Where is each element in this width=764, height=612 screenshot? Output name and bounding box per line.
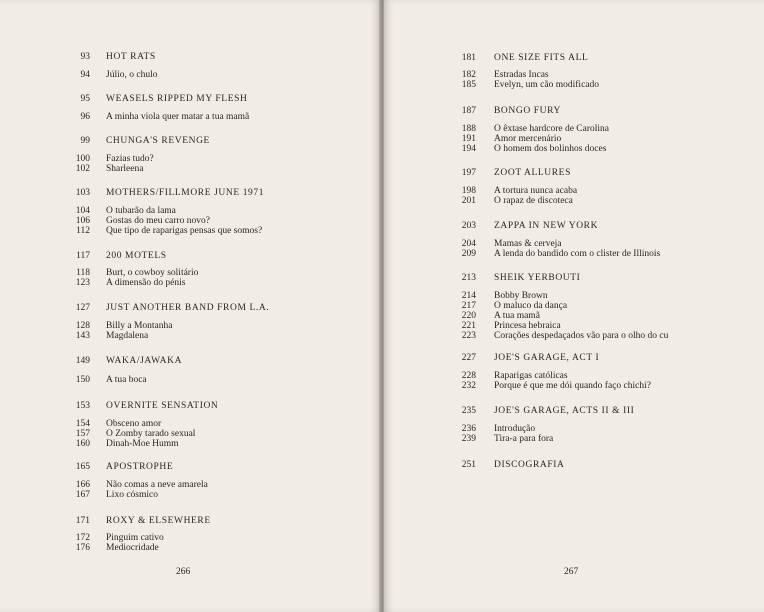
chapter-title: A minha viola quer matar a tua mamã bbox=[106, 112, 250, 122]
album-title: BONGO FURY bbox=[494, 106, 561, 116]
album-title: ZOOT ALLURES bbox=[494, 168, 571, 178]
toc-heading bbox=[384, 221, 764, 231]
page-number: 149 bbox=[75, 356, 90, 366]
toc-entry bbox=[0, 375, 380, 385]
page-number: 103 bbox=[75, 188, 90, 198]
toc-section bbox=[384, 353, 764, 363]
album-title: DISCOGRAFIA bbox=[494, 460, 565, 470]
page-number: 167 bbox=[75, 490, 90, 500]
toc-entry bbox=[0, 429, 380, 439]
toc-heading bbox=[384, 406, 764, 416]
toc-section bbox=[384, 239, 764, 259]
page-number: 112 bbox=[76, 226, 90, 236]
toc-heading bbox=[384, 53, 764, 63]
toc-entry bbox=[0, 278, 380, 288]
toc-entry bbox=[384, 424, 764, 434]
toc-section bbox=[0, 70, 380, 80]
page-number: 221 bbox=[461, 321, 476, 331]
page-number: 197 bbox=[461, 168, 476, 178]
page-number: 100 bbox=[75, 154, 90, 164]
toc-entry bbox=[384, 196, 764, 206]
chapter-title: Billy a Montanha bbox=[106, 321, 173, 331]
page-number: 150 bbox=[75, 375, 90, 385]
chapter-title: A dimensão do pénis bbox=[106, 278, 186, 288]
chapter-title: O maluco da dança bbox=[494, 301, 568, 311]
album-title: SHEIK YERBOUTI bbox=[494, 273, 581, 283]
chapter-title: Que tipo de raparigas pensas que somos? bbox=[106, 226, 263, 236]
toc-section bbox=[384, 406, 764, 416]
album-title: ROXY & ELSEWHERE bbox=[106, 516, 211, 526]
toc-section bbox=[384, 460, 764, 470]
chapter-title: A tua boca bbox=[106, 375, 147, 385]
toc-entry bbox=[384, 331, 764, 341]
toc-entry bbox=[0, 154, 380, 164]
toc-section bbox=[384, 221, 764, 231]
chapter-title: Obsceno amor bbox=[106, 419, 162, 429]
chapter-title: O êxtase hardcore de Carolina bbox=[494, 124, 610, 134]
toc-section bbox=[384, 273, 764, 283]
page-number: 236 bbox=[461, 424, 476, 434]
toc-section bbox=[0, 136, 380, 146]
toc-entry bbox=[384, 70, 764, 80]
toc-section bbox=[0, 268, 380, 288]
page-number: 99 bbox=[80, 136, 90, 146]
chapter-title: A lenda do bandido com o clister de Illinois bbox=[494, 249, 661, 259]
toc-entry bbox=[384, 291, 764, 301]
toc-entry bbox=[0, 439, 380, 449]
page-number: 201 bbox=[461, 196, 476, 206]
chapter-title: Não comas a neve amarela bbox=[106, 480, 208, 490]
page-number: 160 bbox=[75, 439, 90, 449]
chapter-title: O Zomby tarado sexual bbox=[106, 429, 196, 439]
toc-heading bbox=[384, 106, 764, 116]
toc-section bbox=[384, 168, 764, 178]
page-number: 128 bbox=[75, 321, 90, 331]
page-number: 239 bbox=[461, 434, 476, 444]
toc-entry bbox=[384, 134, 764, 144]
page-number: 154 bbox=[75, 419, 90, 429]
toc-entry bbox=[384, 321, 764, 331]
toc-section bbox=[384, 424, 764, 444]
toc-heading bbox=[0, 303, 380, 313]
page-number: 232 bbox=[461, 381, 476, 391]
right-page bbox=[384, 0, 764, 612]
toc-section bbox=[0, 480, 380, 500]
chapter-title: Mediocridade bbox=[106, 543, 159, 553]
toc-entry bbox=[384, 311, 764, 321]
chapter-title: O homem dos bolinhos doces bbox=[494, 144, 607, 154]
toc-section bbox=[384, 124, 764, 154]
page-number: 172 bbox=[75, 533, 90, 543]
toc-heading bbox=[384, 353, 764, 363]
toc-entry bbox=[0, 206, 380, 216]
page-number: 214 bbox=[461, 291, 476, 301]
right-toc bbox=[384, 0, 764, 612]
page-number: 204 bbox=[461, 239, 476, 249]
toc-section bbox=[0, 188, 380, 198]
page-number: 127 bbox=[75, 303, 90, 313]
toc-section bbox=[0, 356, 380, 366]
toc-heading bbox=[0, 462, 380, 472]
chapter-title: Introdução bbox=[494, 424, 536, 434]
toc-entry bbox=[384, 249, 764, 259]
page-number: 185 bbox=[461, 80, 476, 90]
page-number: 104 bbox=[75, 206, 90, 216]
album-title: JOE'S GARAGE, ACT I bbox=[494, 353, 600, 363]
page-number: 176 bbox=[75, 543, 90, 553]
page-number: 227 bbox=[461, 353, 476, 363]
page-number: 165 bbox=[75, 462, 90, 472]
chapter-title: Sharleena bbox=[106, 164, 144, 174]
chapter-title: Amor mercenário bbox=[494, 134, 562, 144]
toc-entry bbox=[384, 434, 764, 444]
toc-section bbox=[0, 401, 380, 411]
toc-section bbox=[384, 186, 764, 206]
page-number: 102 bbox=[75, 164, 90, 174]
album-title: WAKA/JAWAKA bbox=[106, 356, 183, 366]
toc-heading bbox=[0, 356, 380, 366]
toc-heading bbox=[0, 251, 380, 261]
left-page bbox=[0, 0, 380, 612]
toc-section bbox=[384, 106, 764, 116]
album-title: 200 MOTELS bbox=[106, 251, 167, 261]
toc-section bbox=[0, 462, 380, 472]
toc-entry bbox=[0, 268, 380, 278]
page-number: 117 bbox=[76, 251, 90, 261]
page-number: 95 bbox=[80, 94, 90, 104]
page-number: 106 bbox=[75, 216, 90, 226]
toc-section bbox=[0, 303, 380, 313]
toc-entry bbox=[0, 226, 380, 236]
page-number: 188 bbox=[461, 124, 476, 134]
page-number: 166 bbox=[75, 480, 90, 490]
toc-section bbox=[0, 516, 380, 526]
chapter-title: Pinguim cativo bbox=[106, 533, 164, 543]
chapter-title: Burt, o cowboy solitário bbox=[106, 268, 199, 278]
toc-heading bbox=[0, 516, 380, 526]
page-number: 118 bbox=[76, 268, 90, 278]
chapter-title: O rapaz de discoteca bbox=[494, 196, 573, 206]
page-number: 228 bbox=[461, 371, 476, 381]
page-number: 153 bbox=[75, 401, 90, 411]
page-number: 181 bbox=[461, 53, 476, 63]
chapter-title: Porque é que me dói quando faço chichi? bbox=[494, 381, 651, 391]
chapter-title: Corações despedaçados vão para o olho do cu bbox=[494, 331, 669, 341]
album-title: MOTHERS/FILLMORE JUNE 1971 bbox=[106, 188, 265, 198]
toc-heading bbox=[0, 401, 380, 411]
page-number: 96 bbox=[80, 112, 90, 122]
chapter-title: Tira-a para fora bbox=[494, 434, 554, 444]
toc-entry bbox=[384, 124, 764, 134]
toc-entry bbox=[384, 301, 764, 311]
album-title: JUST ANOTHER BAND FROM L.A. bbox=[106, 303, 270, 313]
toc-entry bbox=[0, 331, 380, 341]
toc-entry bbox=[0, 70, 380, 80]
left-toc bbox=[0, 0, 380, 612]
toc-entry bbox=[0, 216, 380, 226]
album-title: OVERNITE SENSATION bbox=[106, 401, 219, 411]
toc-section bbox=[0, 52, 380, 62]
toc-entry bbox=[0, 164, 380, 174]
toc-heading bbox=[0, 188, 380, 198]
toc-entry bbox=[0, 321, 380, 331]
album-title: ONE SIZE FITS ALL bbox=[494, 53, 589, 63]
page-folio: 266 bbox=[176, 567, 191, 577]
album-title: HOT RATS bbox=[106, 52, 156, 62]
toc-section bbox=[384, 53, 764, 63]
toc-entry bbox=[384, 80, 764, 90]
page-number: 93 bbox=[80, 52, 90, 62]
chapter-title: Raparigas católicas bbox=[494, 371, 568, 381]
toc-section bbox=[0, 321, 380, 341]
page-number: 217 bbox=[461, 301, 476, 311]
chapter-title: Evelyn, um cão modificado bbox=[494, 80, 599, 90]
toc-heading bbox=[384, 273, 764, 283]
chapter-title: Estradas Incas bbox=[494, 70, 549, 80]
toc-section bbox=[0, 94, 380, 104]
page-number: 213 bbox=[461, 273, 476, 283]
chapter-title: O tubarão da lama bbox=[106, 206, 176, 216]
toc-heading bbox=[384, 168, 764, 178]
page-number: 182 bbox=[461, 70, 476, 80]
page-number: 223 bbox=[461, 331, 476, 341]
chapter-title: Mamas & cerveja bbox=[494, 239, 562, 249]
page-number: 251 bbox=[461, 460, 476, 470]
toc-section bbox=[0, 112, 380, 122]
toc-entry bbox=[384, 381, 764, 391]
toc-entry bbox=[0, 480, 380, 490]
chapter-title: A tua mamã bbox=[494, 311, 540, 321]
chapter-title: Júlio, o chulo bbox=[106, 70, 158, 80]
chapter-title: A tortura nunca acaba bbox=[494, 186, 578, 196]
toc-heading bbox=[0, 52, 380, 62]
chapter-title: Dinah-Moe Humm bbox=[106, 439, 179, 449]
toc-heading bbox=[0, 94, 380, 104]
toc-entry bbox=[384, 186, 764, 196]
page-number: 143 bbox=[75, 331, 90, 341]
album-title: JOE'S GARAGE, ACTS II & III bbox=[494, 406, 635, 416]
toc-section bbox=[0, 419, 380, 449]
toc-entry bbox=[0, 419, 380, 429]
chapter-title: Gostas do meu carro novo? bbox=[106, 216, 210, 226]
page-number: 194 bbox=[461, 144, 476, 154]
page-number: 220 bbox=[461, 311, 476, 321]
chapter-title: Magdalena bbox=[106, 331, 149, 341]
album-title: APOSTROPHE bbox=[106, 462, 174, 472]
page-number: 94 bbox=[80, 70, 90, 80]
toc-entry bbox=[0, 490, 380, 500]
album-title: CHUNGA'S REVENGE bbox=[106, 136, 210, 146]
chapter-title: Fazias tudo? bbox=[106, 154, 154, 164]
page-number: 157 bbox=[75, 429, 90, 439]
chapter-title: Lixo cósmico bbox=[106, 490, 158, 500]
toc-section bbox=[384, 291, 764, 341]
chapter-title: Bobby Brown bbox=[494, 291, 548, 301]
page-number: 209 bbox=[461, 249, 476, 259]
toc-section bbox=[384, 371, 764, 391]
toc-entry bbox=[0, 112, 380, 122]
toc-heading bbox=[0, 136, 380, 146]
album-title: ZAPPA IN NEW YORK bbox=[494, 221, 599, 231]
toc-section bbox=[0, 251, 380, 261]
toc-section bbox=[0, 154, 380, 174]
page-number: 203 bbox=[461, 221, 476, 231]
toc-entry bbox=[0, 543, 380, 553]
toc-entry bbox=[384, 239, 764, 249]
toc-section bbox=[0, 206, 380, 236]
toc-entry bbox=[384, 371, 764, 381]
toc-section bbox=[0, 375, 380, 385]
page-folio: 267 bbox=[564, 567, 579, 577]
album-title: WEASELS RIPPED MY FLESH bbox=[106, 94, 248, 104]
page-number: 198 bbox=[461, 186, 476, 196]
toc-entry bbox=[384, 144, 764, 154]
toc-heading bbox=[384, 460, 764, 470]
page-number: 191 bbox=[461, 134, 476, 144]
toc-entry bbox=[0, 533, 380, 543]
chapter-title: Princesa hebraica bbox=[494, 321, 561, 331]
toc-section bbox=[0, 533, 380, 553]
toc-section bbox=[384, 70, 764, 90]
page-number: 171 bbox=[75, 516, 90, 526]
page-number: 187 bbox=[461, 106, 476, 116]
page-number: 123 bbox=[75, 278, 90, 288]
page-number: 235 bbox=[461, 406, 476, 416]
